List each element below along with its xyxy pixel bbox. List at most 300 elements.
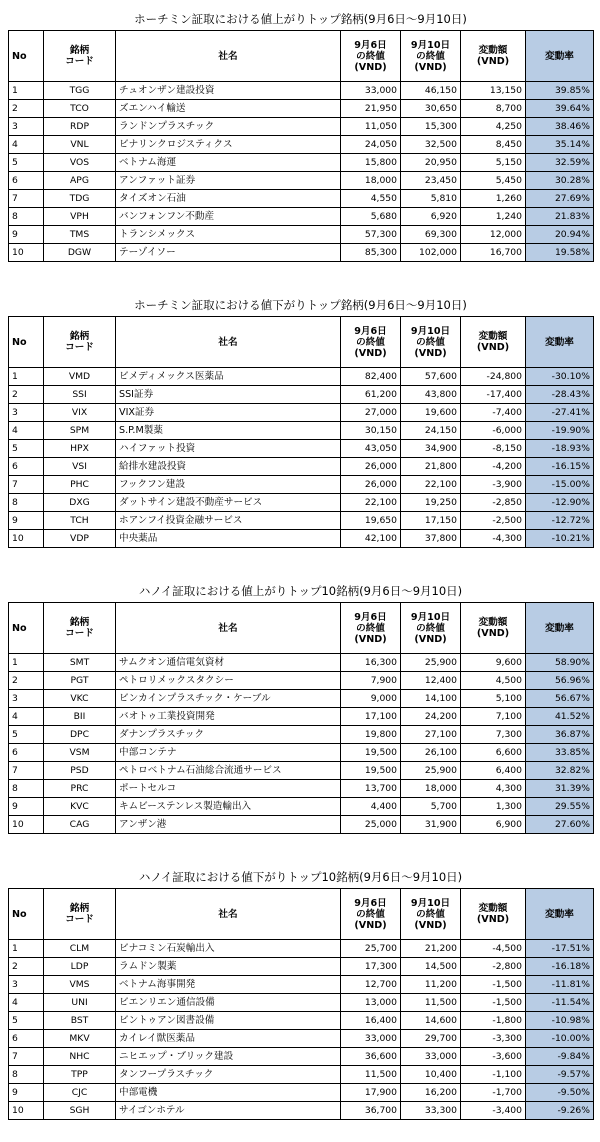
column-header-name: 社名 <box>116 889 341 940</box>
close-price-start: 43,050 <box>341 440 401 458</box>
stock-code: KVC <box>44 798 116 816</box>
row-number: 6 <box>9 172 44 190</box>
change-rate: -10.21% <box>526 530 594 548</box>
column-header-p1: 9月6日 の終値 (VND) <box>341 31 401 82</box>
header-row <box>9 603 594 654</box>
close-price-start: 36,600 <box>341 1048 401 1066</box>
close-price-start: 24,050 <box>341 136 401 154</box>
change-rate: -28.43% <box>526 386 594 404</box>
stock-code: VKC <box>44 690 116 708</box>
close-price-start: 12,700 <box>341 976 401 994</box>
price-change: -1,800 <box>461 1012 526 1030</box>
row-number: 5 <box>9 440 44 458</box>
row-number: 10 <box>9 530 44 548</box>
change-rate: -12.90% <box>526 494 594 512</box>
change-rate: 39.85% <box>526 82 594 100</box>
company-name: ベトナム海事開発 <box>116 976 341 994</box>
close-price-start: 4,400 <box>341 798 401 816</box>
company-name: ペトロベトナム石油総合流通サービス <box>116 762 341 780</box>
row-number: 4 <box>9 708 44 726</box>
stock-code: VIX <box>44 404 116 422</box>
company-name: キムビーステンレス製造輸出入 <box>116 798 341 816</box>
close-price-start: 11,500 <box>341 1066 401 1084</box>
column-header-no: No <box>9 317 44 368</box>
close-price-start: 82,400 <box>341 368 401 386</box>
company-name: サムクオン通信電気資材 <box>116 654 341 672</box>
stock-code: PHC <box>44 476 116 494</box>
table-row <box>9 136 594 154</box>
price-change: 4,250 <box>461 118 526 136</box>
ranking-section <box>8 294 593 548</box>
close-price-end: 24,150 <box>401 422 461 440</box>
close-price-end: 31,900 <box>401 816 461 834</box>
change-rate: 58.90% <box>526 654 594 672</box>
price-change: -2,850 <box>461 494 526 512</box>
row-number: 5 <box>9 726 44 744</box>
column-header-p2: 9月10日 の終値 (VND) <box>401 317 461 368</box>
stock-code: SGH <box>44 1102 116 1120</box>
row-number: 8 <box>9 208 44 226</box>
stock-code: TMS <box>44 226 116 244</box>
row-number: 7 <box>9 762 44 780</box>
close-price-start: 57,300 <box>341 226 401 244</box>
table-row <box>9 726 594 744</box>
close-price-start: 85,300 <box>341 244 401 262</box>
change-rate: -16.15% <box>526 458 594 476</box>
close-price-start: 13,700 <box>341 780 401 798</box>
stock-code: DPC <box>44 726 116 744</box>
row-number: 2 <box>9 386 44 404</box>
column-header-p1: 9月6日 の終値 (VND) <box>341 889 401 940</box>
row-number: 1 <box>9 368 44 386</box>
close-price-start: 13,000 <box>341 994 401 1012</box>
change-rate: 32.82% <box>526 762 594 780</box>
column-header-chg: 変動額 (VND) <box>461 31 526 82</box>
price-change: 6,900 <box>461 816 526 834</box>
row-number: 6 <box>9 744 44 762</box>
close-price-start: 4,550 <box>341 190 401 208</box>
change-rate: -9.84% <box>526 1048 594 1066</box>
row-number: 1 <box>9 654 44 672</box>
company-name: 給排水建設投資 <box>116 458 341 476</box>
column-header-chg: 変動額 (VND) <box>461 603 526 654</box>
column-header-chg: 変動額 (VND) <box>461 317 526 368</box>
change-rate: -11.81% <box>526 976 594 994</box>
close-price-end: 11,200 <box>401 976 461 994</box>
stock-code: BST <box>44 1012 116 1030</box>
column-header-rate: 変動率 <box>526 317 594 368</box>
stock-code: VDP <box>44 530 116 548</box>
price-change: 8,450 <box>461 136 526 154</box>
close-price-end: 6,920 <box>401 208 461 226</box>
close-price-start: 33,000 <box>341 82 401 100</box>
section-title: ハノイ証取における値上がりトップ10銘柄(9月6日～9月10日) <box>138 584 463 598</box>
table-row <box>9 1048 594 1066</box>
table-row <box>9 744 594 762</box>
section-title: ハノイ証取における値下がりトップ10銘柄(9月6日～9月10日) <box>138 870 463 884</box>
price-change: -3,900 <box>461 476 526 494</box>
ranking-table <box>8 888 594 1120</box>
change-rate: 27.69% <box>526 190 594 208</box>
price-change: 1,240 <box>461 208 526 226</box>
company-name: VIX証券 <box>116 404 341 422</box>
row-number: 8 <box>9 494 44 512</box>
close-price-start: 15,800 <box>341 154 401 172</box>
change-rate: -10.98% <box>526 1012 594 1030</box>
table-row <box>9 690 594 708</box>
close-price-start: 19,650 <box>341 512 401 530</box>
table-row <box>9 404 594 422</box>
stock-code: VNL <box>44 136 116 154</box>
close-price-end: 14,600 <box>401 1012 461 1030</box>
change-rate: 21.83% <box>526 208 594 226</box>
stock-code: DXG <box>44 494 116 512</box>
close-price-start: 19,800 <box>341 726 401 744</box>
close-price-end: 57,600 <box>401 368 461 386</box>
company-name: チュオンザン建設投資 <box>116 82 341 100</box>
close-price-end: 26,100 <box>401 744 461 762</box>
price-change: 7,300 <box>461 726 526 744</box>
company-name: バオトゥ工業投資開発 <box>116 708 341 726</box>
stock-code: VMD <box>44 368 116 386</box>
company-name: アンファット証券 <box>116 172 341 190</box>
price-change: 1,300 <box>461 798 526 816</box>
change-rate: -17.51% <box>526 940 594 958</box>
stock-code: LDP <box>44 958 116 976</box>
row-number: 6 <box>9 458 44 476</box>
table-row <box>9 1066 594 1084</box>
table-row <box>9 672 594 690</box>
close-price-start: 19,500 <box>341 762 401 780</box>
close-price-end: 43,800 <box>401 386 461 404</box>
price-change: -2,800 <box>461 958 526 976</box>
close-price-end: 27,100 <box>401 726 461 744</box>
stock-code: VOS <box>44 154 116 172</box>
column-header-chg: 変動額 (VND) <box>461 889 526 940</box>
close-price-end: 23,450 <box>401 172 461 190</box>
company-name: ランドンプラスチック <box>116 118 341 136</box>
table-row <box>9 994 594 1012</box>
close-price-start: 25,700 <box>341 940 401 958</box>
company-name: サイゴンホテル <box>116 1102 341 1120</box>
close-price-start: 11,050 <box>341 118 401 136</box>
close-price-start: 17,900 <box>341 1084 401 1102</box>
column-header-name: 社名 <box>116 317 341 368</box>
stock-code: PRC <box>44 780 116 798</box>
row-number: 8 <box>9 780 44 798</box>
price-change: 6,400 <box>461 762 526 780</box>
close-price-end: 14,100 <box>401 690 461 708</box>
stock-code: TDG <box>44 190 116 208</box>
company-name: フックフン建設 <box>116 476 341 494</box>
price-change: 13,150 <box>461 82 526 100</box>
company-name: ダナンプラスチック <box>116 726 341 744</box>
column-header-code: 銘柄 コード <box>44 31 116 82</box>
change-rate: 56.96% <box>526 672 594 690</box>
row-number: 6 <box>9 1030 44 1048</box>
table-row <box>9 530 594 548</box>
table-row <box>9 386 594 404</box>
stock-code: TPP <box>44 1066 116 1084</box>
company-name: ハイファット投資 <box>116 440 341 458</box>
change-rate: -30.10% <box>526 368 594 386</box>
close-price-end: 20,950 <box>401 154 461 172</box>
price-change: 4,300 <box>461 780 526 798</box>
column-header-p1: 9月6日 の終値 (VND) <box>341 603 401 654</box>
close-price-end: 14,500 <box>401 958 461 976</box>
table-row <box>9 368 594 386</box>
price-change: 7,100 <box>461 708 526 726</box>
close-price-end: 33,300 <box>401 1102 461 1120</box>
table-row <box>9 440 594 458</box>
ranking-table <box>8 30 594 262</box>
stock-code: HPX <box>44 440 116 458</box>
price-change: 1,260 <box>461 190 526 208</box>
column-header-p2: 9月10日 の終値 (VND) <box>401 31 461 82</box>
column-header-p2: 9月10日 の終値 (VND) <box>401 889 461 940</box>
row-number: 4 <box>9 422 44 440</box>
close-price-start: 18,000 <box>341 172 401 190</box>
close-price-end: 17,150 <box>401 512 461 530</box>
row-number: 1 <box>9 82 44 100</box>
column-header-no: No <box>9 889 44 940</box>
price-change: -4,200 <box>461 458 526 476</box>
company-name: ベトナム海運 <box>116 154 341 172</box>
close-price-start: 5,680 <box>341 208 401 226</box>
change-rate: 35.14% <box>526 136 594 154</box>
table-row <box>9 654 594 672</box>
stock-code: TCH <box>44 512 116 530</box>
row-number: 2 <box>9 672 44 690</box>
stock-code: NHC <box>44 1048 116 1066</box>
change-rate: -9.57% <box>526 1066 594 1084</box>
row-number: 9 <box>9 512 44 530</box>
close-price-start: 36,700 <box>341 1102 401 1120</box>
close-price-end: 12,400 <box>401 672 461 690</box>
close-price-end: 34,900 <box>401 440 461 458</box>
close-price-start: 61,200 <box>341 386 401 404</box>
change-rate: -15.00% <box>526 476 594 494</box>
close-price-end: 22,100 <box>401 476 461 494</box>
close-price-end: 37,800 <box>401 530 461 548</box>
company-name: ペトロリメックスタクシー <box>116 672 341 690</box>
stock-code: TGG <box>44 82 116 100</box>
company-name: カイレイ獣医薬品 <box>116 1030 341 1048</box>
close-price-end: 18,000 <box>401 780 461 798</box>
price-change: -2,500 <box>461 512 526 530</box>
table-row <box>9 422 594 440</box>
row-number: 9 <box>9 1084 44 1102</box>
price-change: 6,600 <box>461 744 526 762</box>
close-price-end: 16,200 <box>401 1084 461 1102</box>
change-rate: 33.85% <box>526 744 594 762</box>
table-row <box>9 1102 594 1120</box>
column-header-rate: 変動率 <box>526 31 594 82</box>
change-rate: 27.60% <box>526 816 594 834</box>
close-price-start: 33,000 <box>341 1030 401 1048</box>
close-price-end: 24,200 <box>401 708 461 726</box>
company-name: ビナコミン石炭輸出入 <box>116 940 341 958</box>
company-name: 中部コンテナ <box>116 744 341 762</box>
row-number: 2 <box>9 958 44 976</box>
row-number: 3 <box>9 404 44 422</box>
table-row <box>9 762 594 780</box>
close-price-start: 30,150 <box>341 422 401 440</box>
table-row <box>9 82 594 100</box>
company-name: ズエンハイ輸送 <box>116 100 341 118</box>
change-rate: 56.67% <box>526 690 594 708</box>
row-number: 2 <box>9 100 44 118</box>
price-change: 5,150 <box>461 154 526 172</box>
table-row <box>9 494 594 512</box>
company-name: ビメディメックス医薬品 <box>116 368 341 386</box>
company-name: ビントゥアン図書設備 <box>116 1012 341 1030</box>
stock-code: SMT <box>44 654 116 672</box>
close-price-end: 102,000 <box>401 244 461 262</box>
change-rate: -18.93% <box>526 440 594 458</box>
close-price-end: 15,300 <box>401 118 461 136</box>
row-number: 9 <box>9 226 44 244</box>
ranking-table <box>8 602 594 834</box>
table-row <box>9 154 594 172</box>
table-row <box>9 1030 594 1048</box>
header-row <box>9 889 594 940</box>
stock-code: VSM <box>44 744 116 762</box>
company-name: トランシメックス <box>116 226 341 244</box>
row-number: 4 <box>9 994 44 1012</box>
table-row <box>9 512 594 530</box>
stock-code: DGW <box>44 244 116 262</box>
company-name: アンザン港 <box>116 816 341 834</box>
table-row <box>9 208 594 226</box>
column-header-rate: 変動率 <box>526 889 594 940</box>
change-rate: 41.52% <box>526 708 594 726</box>
company-name: テーゾイソー <box>116 244 341 262</box>
change-rate: 29.55% <box>526 798 594 816</box>
row-number: 3 <box>9 690 44 708</box>
company-name: S.P.M製薬 <box>116 422 341 440</box>
close-price-start: 26,000 <box>341 458 401 476</box>
close-price-end: 11,500 <box>401 994 461 1012</box>
header-row <box>9 31 594 82</box>
company-name: タイズオン石油 <box>116 190 341 208</box>
close-price-end: 33,000 <box>401 1048 461 1066</box>
company-name: ビエンリエン通信設備 <box>116 994 341 1012</box>
company-name: 中部電機 <box>116 1084 341 1102</box>
company-name: ビナリンクロジスティクス <box>116 136 341 154</box>
change-rate: 38.46% <box>526 118 594 136</box>
ranking-section <box>8 580 593 834</box>
price-change: -3,600 <box>461 1048 526 1066</box>
price-change: -1,500 <box>461 976 526 994</box>
close-price-start: 17,300 <box>341 958 401 976</box>
change-rate: 30.28% <box>526 172 594 190</box>
close-price-end: 69,300 <box>401 226 461 244</box>
price-change: 9,600 <box>461 654 526 672</box>
table-row <box>9 118 594 136</box>
column-header-code: 銘柄 コード <box>44 889 116 940</box>
price-change: 5,100 <box>461 690 526 708</box>
section-title: ホーチミン証取における値下がりトップ銘柄(9月6日～9月10日) <box>134 298 467 312</box>
section-title: ホーチミン証取における値上がりトップ銘柄(9月6日～9月10日) <box>134 12 467 26</box>
close-price-start: 7,900 <box>341 672 401 690</box>
company-name: タンフープラスチック <box>116 1066 341 1084</box>
price-change: -1,100 <box>461 1066 526 1084</box>
price-change: -1,700 <box>461 1084 526 1102</box>
company-name: ニヒエップ・ブリック建設 <box>116 1048 341 1066</box>
table-row <box>9 458 594 476</box>
stock-code: PGT <box>44 672 116 690</box>
row-number: 9 <box>9 798 44 816</box>
close-price-start: 19,500 <box>341 744 401 762</box>
ranking-table <box>8 316 594 548</box>
close-price-end: 30,650 <box>401 100 461 118</box>
change-rate: -16.18% <box>526 958 594 976</box>
table-row <box>9 190 594 208</box>
change-rate: -9.50% <box>526 1084 594 1102</box>
column-header-code: 銘柄 コード <box>44 603 116 654</box>
close-price-start: 17,100 <box>341 708 401 726</box>
close-price-end: 21,200 <box>401 940 461 958</box>
close-price-end: 21,800 <box>401 458 461 476</box>
price-change: 16,700 <box>461 244 526 262</box>
change-rate: -12.72% <box>526 512 594 530</box>
row-number: 5 <box>9 154 44 172</box>
row-number: 7 <box>9 1048 44 1066</box>
close-price-start: 22,100 <box>341 494 401 512</box>
close-price-end: 25,900 <box>401 762 461 780</box>
stock-code: TCO <box>44 100 116 118</box>
column-header-code: 銘柄 コード <box>44 317 116 368</box>
stock-code: SSI <box>44 386 116 404</box>
close-price-start: 25,000 <box>341 816 401 834</box>
stock-code: VMS <box>44 976 116 994</box>
price-change: 4,500 <box>461 672 526 690</box>
company-name: ラムドン製薬 <box>116 958 341 976</box>
column-header-p1: 9月6日 の終値 (VND) <box>341 317 401 368</box>
row-number: 3 <box>9 118 44 136</box>
company-name: SSI証券 <box>116 386 341 404</box>
close-price-start: 16,400 <box>341 1012 401 1030</box>
table-row <box>9 816 594 834</box>
close-price-end: 5,810 <box>401 190 461 208</box>
company-name: バンフォンフン不動産 <box>116 208 341 226</box>
close-price-start: 16,300 <box>341 654 401 672</box>
stock-code: CAG <box>44 816 116 834</box>
row-number: 10 <box>9 244 44 262</box>
change-rate: 39.64% <box>526 100 594 118</box>
change-rate: -9.26% <box>526 1102 594 1120</box>
table-row <box>9 100 594 118</box>
close-price-start: 42,100 <box>341 530 401 548</box>
stock-code: RDP <box>44 118 116 136</box>
row-number: 8 <box>9 1066 44 1084</box>
change-rate: -19.90% <box>526 422 594 440</box>
table-row <box>9 1012 594 1030</box>
stock-code: CJC <box>44 1084 116 1102</box>
company-name: ポートセルコ <box>116 780 341 798</box>
row-number: 5 <box>9 1012 44 1030</box>
price-change: -24,800 <box>461 368 526 386</box>
company-name: ビンカインプラスチック・ケーブル <box>116 690 341 708</box>
close-price-start: 21,950 <box>341 100 401 118</box>
row-number: 10 <box>9 816 44 834</box>
stock-code: SPM <box>44 422 116 440</box>
change-rate: 19.58% <box>526 244 594 262</box>
table-row <box>9 708 594 726</box>
price-change: -17,400 <box>461 386 526 404</box>
row-number: 7 <box>9 476 44 494</box>
